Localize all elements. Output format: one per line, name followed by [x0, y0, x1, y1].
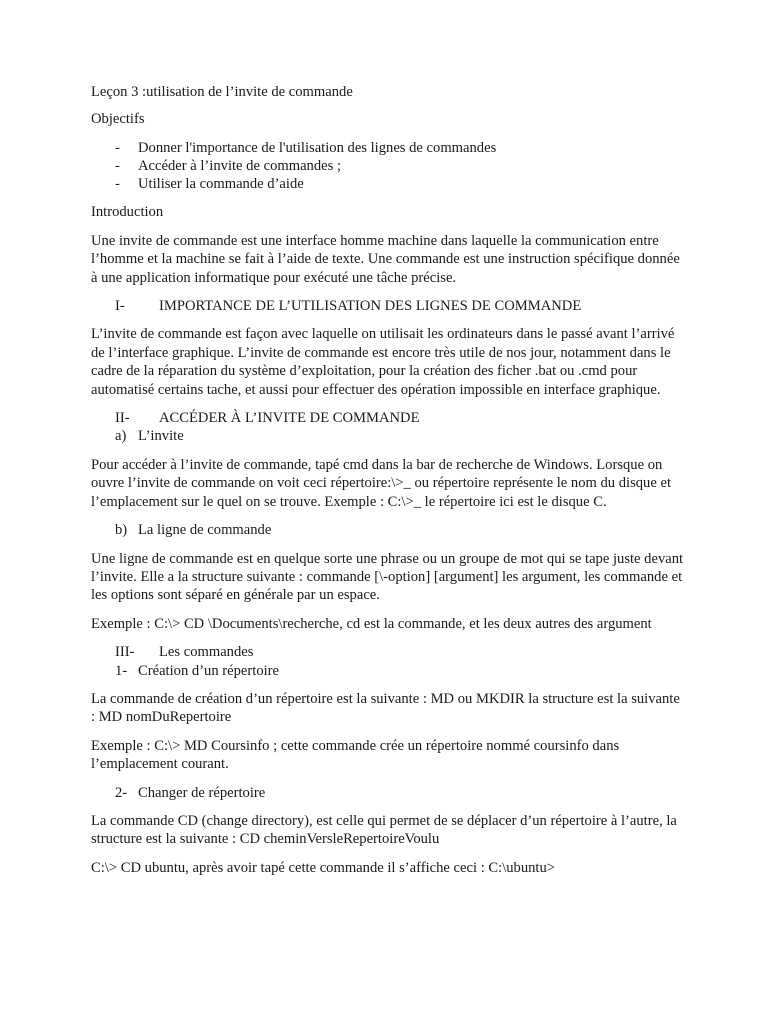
item-number: 1-: [115, 662, 128, 679]
item-title: Création d’un répertoire: [138, 662, 280, 679]
subsection-a-heading: [91, 427, 686, 445]
section-title: Les commandes: [159, 644, 254, 661]
subsection-title: L’invite: [138, 428, 184, 445]
section-number: III-: [115, 644, 135, 661]
objective-item: - Accéder à l’invite de commandes ;: [115, 158, 342, 175]
item-1-heading: [91, 662, 686, 680]
item-2-heading: [91, 784, 686, 802]
document-page: [91, 83, 686, 877]
subsection-b-paragraph: Une ligne de commande est en quelque sorte une phrase ou un groupe de mot qui se tape juste devant l’invite. Elle a la structure suivante : commande [\-option] [argument] les argument, les commande et les options sont séparé en générale par un espace.: [91, 550, 684, 604]
item-2-paragraph: La commande CD (change directory), est celle qui permet de se déplacer d’un répertoire à l’autre, la structure est la suivante : CD cheminVersleRepertoireVoulu: [91, 812, 677, 848]
section-1-paragraph: L’invite de commande est façon avec laquelle on utilisait les ordinateurs dans le passé avant l’arrivé de l’interface graphique. L’invite de commande est encore très utile de nos jour, notamment dans le cadre de la réparation du système d’exploitation, pour la création des ficher .bat ou .cmd pour automatisé certains tache, et aussi pour effectuer des opération impossible en interface graphique.: [91, 326, 675, 398]
section-title: IMPORTANCE DE L’UTILISATION DES LIGNES DE COMMANDE: [159, 298, 582, 315]
section-2-heading: [91, 409, 686, 427]
section-number: II-: [115, 410, 130, 427]
item-number: 2-: [115, 784, 128, 801]
item-1-paragraph: La commande de création d’un répertoire est la suivante : MD ou MKDIR la structure est la suivante : MD nomDuRepertoire: [91, 690, 680, 726]
objective-item: - Utiliser la commande d’aide: [115, 176, 304, 193]
objectives-heading: Objectifs: [91, 111, 145, 128]
subsection-a-paragraph: Pour accéder à l’invite de commande, tapé cmd dans la bar de recherche de Windows. Lorsque on ouvre l’invite de commande on voit ceci répertoire:\>_ ou répertoire représente le nom du disque et l’emplacement sur le quel on se trouve. Exemple : C:\>_ le répertoire ici est le disque C.: [91, 456, 672, 510]
item-title: Changer de répertoire: [138, 784, 266, 801]
subsection-number: b): [115, 522, 128, 539]
subsection-b-heading: [91, 521, 686, 539]
section-title: ACCÉDER À L’INVITE DE COMMANDE: [159, 410, 420, 427]
introduction-paragraph: Une invite de commande est une interface homme machine dans laquelle la communication entre l’homme et la machine se fait à l’aide de texte. Une commande est une instruction spécifique donnée à une application informatique pour exécuté une tâche précise.: [91, 232, 680, 286]
section-3-heading: [91, 643, 686, 661]
section-1-heading: [91, 297, 686, 315]
bullet-dash: -: [115, 139, 120, 156]
bullet-dash: -: [115, 158, 120, 175]
objectives-list: [91, 139, 686, 194]
lesson-title: Leçon 3 :utilisation de l’invite de commande: [91, 84, 353, 100]
bullet-dash: -: [115, 176, 120, 193]
subsection-number: a): [115, 428, 127, 445]
subsection-b-example: Exemple : C:\> CD \Documents\recherche, cd est la commande, et les deux autres des argument: [91, 615, 652, 632]
item-1-example: Exemple : C:\> MD Coursinfo ; cette commande crée un répertoire nommé coursinfo dans l’emplacement courant.: [91, 737, 620, 773]
item-2-example: C:\> CD ubuntu, après avoir tapé cette commande il s’affiche ceci : C:\ubuntu>: [91, 859, 556, 876]
section-number: I-: [115, 298, 125, 315]
subsection-title: La ligne de commande: [138, 522, 272, 539]
objective-item: - Donner l'importance de l'utilisation des lignes de commandes: [115, 139, 497, 156]
introduction-heading: Introduction: [91, 204, 164, 221]
